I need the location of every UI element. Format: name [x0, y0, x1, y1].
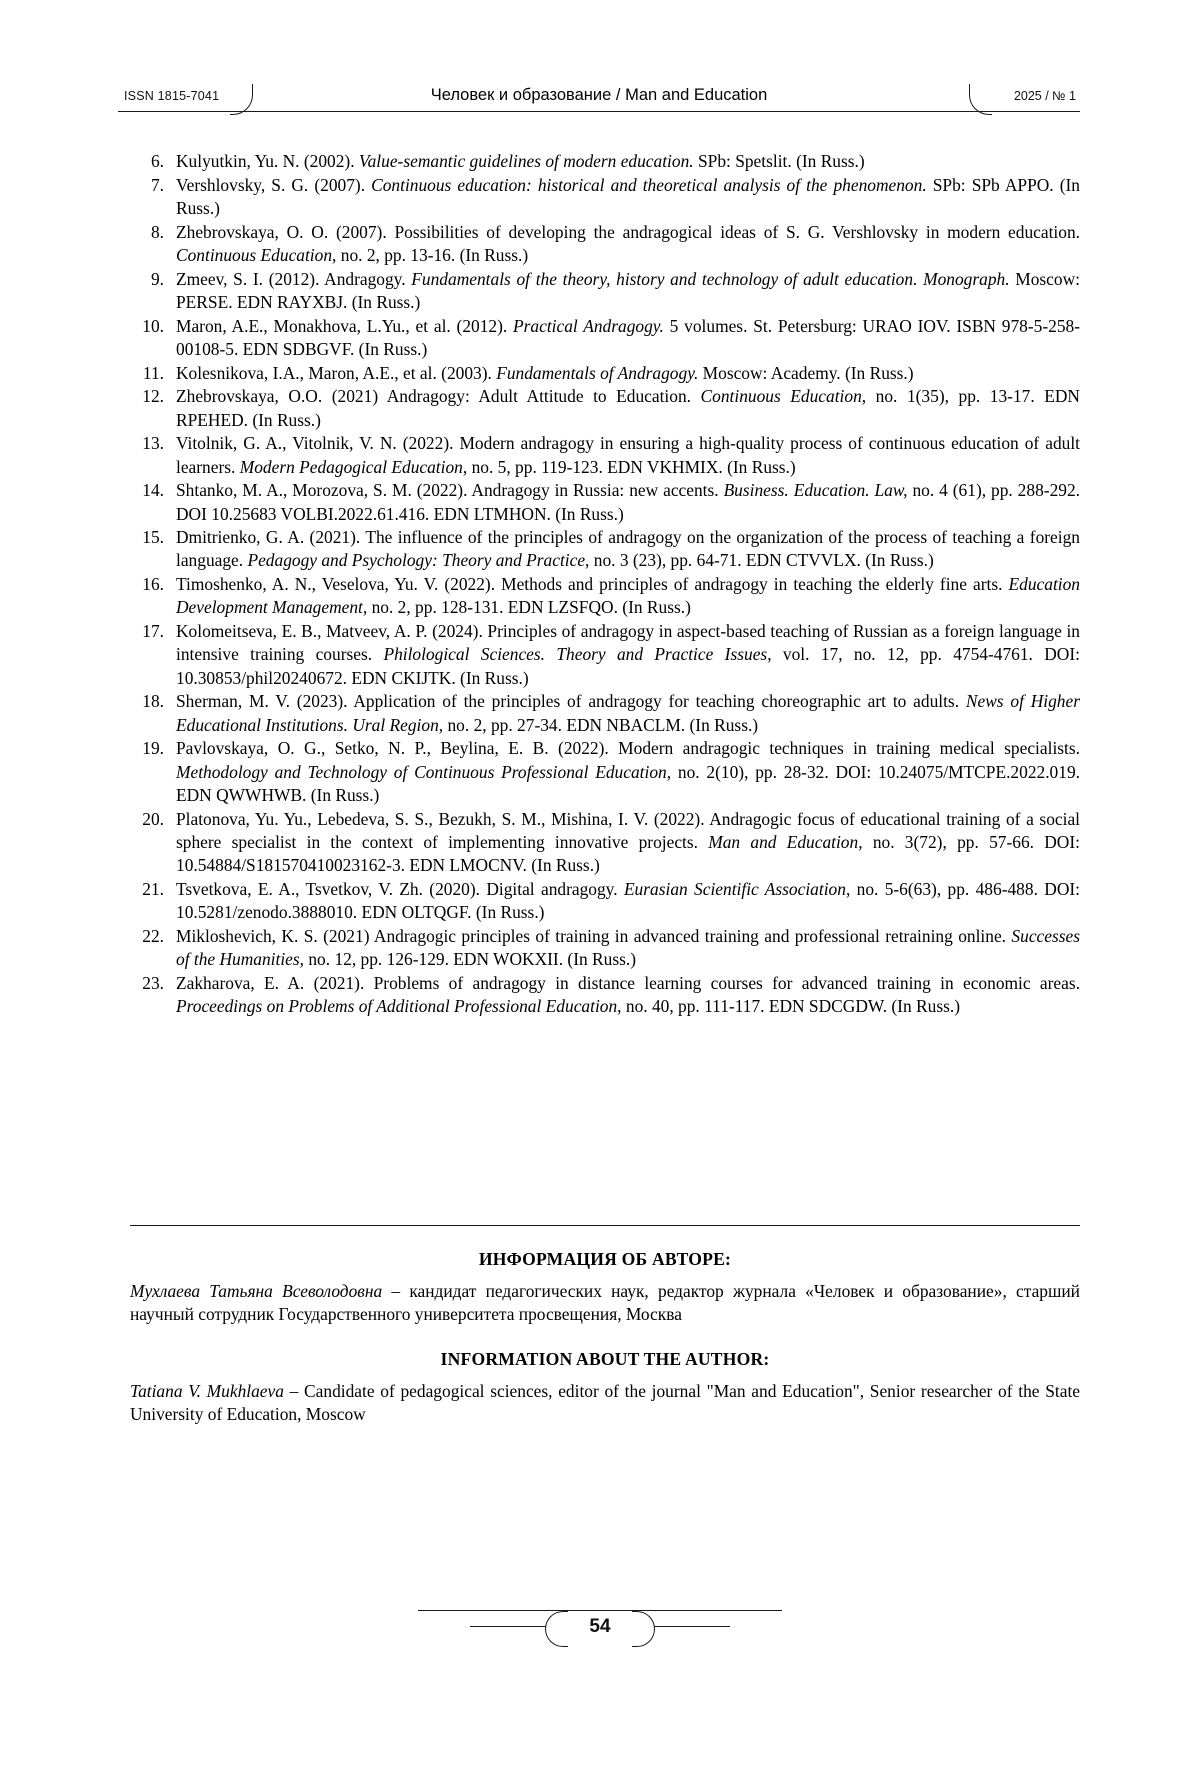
reference-item [130, 620, 1080, 690]
reference-item [130, 150, 1080, 173]
reference-item [130, 925, 1080, 971]
reference-item [130, 221, 1080, 267]
reference-item [130, 479, 1080, 525]
page-footer [0, 1610, 1200, 1690]
page-number: 54 [589, 1616, 611, 1637]
reference-item [130, 362, 1080, 385]
reference-number: 16. [142, 574, 164, 595]
page-number-badge [545, 1612, 655, 1648]
journal-title-en: Man and Education [625, 86, 768, 104]
author-info-heading-en: INFORMATION ABOUT THE AUTHOR: [440, 1349, 770, 1370]
issue-label: 2025 / № 1 [1000, 86, 1080, 108]
reference-text: Dmitrienko, G. A. (2021). The influence of the principles of andragogy on the organization of the process of teaching a foreign language. Pedagogy and Psychology: Theory and Practice, no. 3 (23), pp. 64-71. EDN CTVVLX. (In Russ.) [176, 527, 1080, 571]
reference-text: Zhebrovskaya, O.O. (2021) Andragogy: Adult Attitude to Education. Continuous Education, no. 1(35), pp. 13-17. EDN RPEHED. (In Russ.) [176, 386, 1080, 430]
reference-text: Timoshenko, A. N., Veselova, Yu. V. (2022). Methods and principles of andragogy in teaching the elderly fine arts. Education Development Management, no. 2, pp. 128-131. EDN LZSFQO. (In Russ.) [176, 574, 1080, 618]
reference-number: 15. [142, 527, 164, 548]
reference-item [130, 690, 1080, 736]
reference-item [130, 432, 1080, 478]
reference-item [130, 174, 1080, 220]
reference-text: Kulyutkin, Yu. N. (2002). Value-semantic guidelines of modern education. SPb: Spetslit. (In Russ.) [176, 151, 865, 171]
reference-number: 23. [142, 972, 164, 993]
running-head [118, 86, 1080, 118]
reference-item [130, 808, 1080, 878]
reference-number: 12. [142, 386, 164, 407]
reference-number: 14. [142, 480, 164, 501]
reference-number: 19. [142, 738, 164, 759]
reference-text: Shtanko, M. A., Morozova, S. M. (2022). Andragogy in Russia: new accents. Business. Education. Law, no. 4 (61), pp. 288-292. DOI 10.25683 VOLBI.2022.61.416. EDN LTMHON. (In Russ.) [176, 480, 1080, 524]
reference-number: 9. [150, 268, 164, 289]
reference-item [130, 526, 1080, 572]
issn-label: ISSN 1815-7041 [118, 86, 233, 108]
reference-text: Maron, A.E., Monakhova, L.Yu., et al. (2012). Practical Andragogy. 5 volumes. St. Petersburg: URAO IOV. ISBN 978-5-258-00108-5. EDN SDBGVF. (In Russ.) [176, 315, 1081, 359]
reference-text: Tsvetkova, E. A., Tsvetkov, V. Zh. (2020). Digital andragogy. Eurasian Scientific Association, no. 5-6(63), pp. 486-488. DOI: 10.5281/zenodo.3888010. EDN OLTQGF. (In Russ.) [176, 878, 1081, 922]
author-info-heading-ru: ИНФОРМАЦИЯ ОБ АВТОРЕ: [478, 1249, 732, 1269]
reference-number: 20. [142, 808, 164, 829]
author-info-body-ru: Мухлаева Татьяна Всеволодовна – кандидат педагогических наук, редактор журнала «Человек и образование», старший научный сотрудник Государственного университета просвещения, Москва [130, 1280, 1080, 1324]
reference-item [130, 573, 1080, 619]
reference-text: Vershlovsky, S. G. (2007). Continuous education: historical and theoretical analysis of the phenomenon. SPb: SPb APPO. (In Russ.) [176, 174, 1080, 218]
reference-number: 13. [142, 433, 164, 454]
reference-item [130, 878, 1080, 924]
reference-text: Platonova, Yu. Yu., Lebedeva, S. S., Bezukh, S. M., Mishina, I. V. (2022). Andragogic focus of educational training of a social sphere specialist in the context of implementing innovative projects. Man and Education, no. 3(72), pp. 57-66. DOI: 10.54884/S181570410023162-3. EDN LMOCNV. (In Russ.) [176, 808, 1080, 876]
reference-item [130, 315, 1080, 361]
reference-number: 7. [150, 174, 164, 195]
journal-title [118, 86, 1080, 105]
reference-item [130, 737, 1080, 807]
running-head-rule [118, 111, 1080, 112]
reference-number: 18. [142, 691, 164, 712]
reference-number: 11. [142, 362, 164, 383]
author-info-block [130, 1248, 1080, 1444]
reference-number: 6. [150, 151, 164, 171]
reference-text: Sherman, M. V. (2023). Application of the principles of andragogy for teaching choreographic art to adults. News of Higher Educational Institutions. Ural Region, no. 2, pp. 27-34. EDN NBACLM. (In Russ.) [176, 691, 1080, 735]
reference-number: 10. [142, 315, 164, 336]
reference-number: 17. [142, 621, 164, 642]
reference-text: Kolesnikova, I.A., Maron, A.E., et al. (2003). Fundamentals of Andragogy. Moscow: Academy. (In Russ.) [176, 362, 914, 383]
reference-text: Mikloshevich, K. S. (2021) Andragogic principles of training in advanced training and professional retraining online. Successes of the Humanities, no. 12, pp. 126-129. EDN WOKXII. (In Russ.) [176, 925, 1080, 969]
reference-text: Zakharova, E. A. (2021). Problems of andragogy in distance learning courses for advanced training in economic areas. Proceedings on Problems of Additional Professional Education, no. 40, pp. 111-117. EDN SDCGDW. (In Russ.) [176, 972, 1080, 1016]
journal-title-ru: Человек и образование [430, 86, 612, 104]
reference-text: Vitolnik, G. A., Vitolnik, V. N. (2022). Modern andragogy in ensuring a high-quality process of continuous education of adult learners. Modern Pedagogical Education, no. 5, pp. 119-123. EDN VKHMIX. (In Russ.) [176, 433, 1080, 477]
reference-text: Pavlovskaya, O. G., Setko, N. P., Beylina, E. B. (2022). Modern andragogic techniques in training medical specialists. Methodology and Technology of Continuous Professional Education, no. 2(10), pp. 28-32. DOI: 10.24075/MTCPE.2022.019. EDN QWWHWB. (In Russ.) [176, 738, 1080, 805]
reference-number: 22. [142, 925, 164, 946]
author-info-divider [130, 1225, 1080, 1226]
author-info-body-en: Tatiana V. Mukhlaeva – Candidate of pedagogical sciences, editor of the journal "Man and Education", Senior researcher of the State University of Education, Moscow [130, 1380, 1080, 1425]
reference-number: 8. [150, 221, 164, 242]
references-list [130, 150, 1080, 1019]
reference-item [130, 972, 1080, 1018]
reference-text: Zhebrovskaya, O. O. (2007). Possibilities of developing the andragogical ideas of S. G. Vershlovsky in modern education. Continuous Education, no. 2, pp. 13-16. (In Russ.) [176, 221, 1080, 265]
reference-item [130, 268, 1080, 314]
reference-text: Zmeev, S. I. (2012). Andragogy. Fundamentals of the theory, history and technology of adult education. Monograph. Moscow: PERSE. EDN RAYXBJ. (In Russ.) [176, 268, 1080, 312]
reference-text: Kolomeitseva, E. B., Matveev, A. P. (2024). Principles of andragogy in aspect-based teaching of Russian as a foreign language in intensive training courses. Philological Sciences. Theory and Practice Issues, vol. 17, no. 12, pp. 4754-4761. DOI: 10.30853/phil20240672. EDN CKIJTK. (In Russ.) [176, 621, 1080, 688]
journal-title-separator: / [615, 86, 621, 104]
reference-item [130, 385, 1080, 431]
reference-number: 21. [142, 878, 164, 899]
